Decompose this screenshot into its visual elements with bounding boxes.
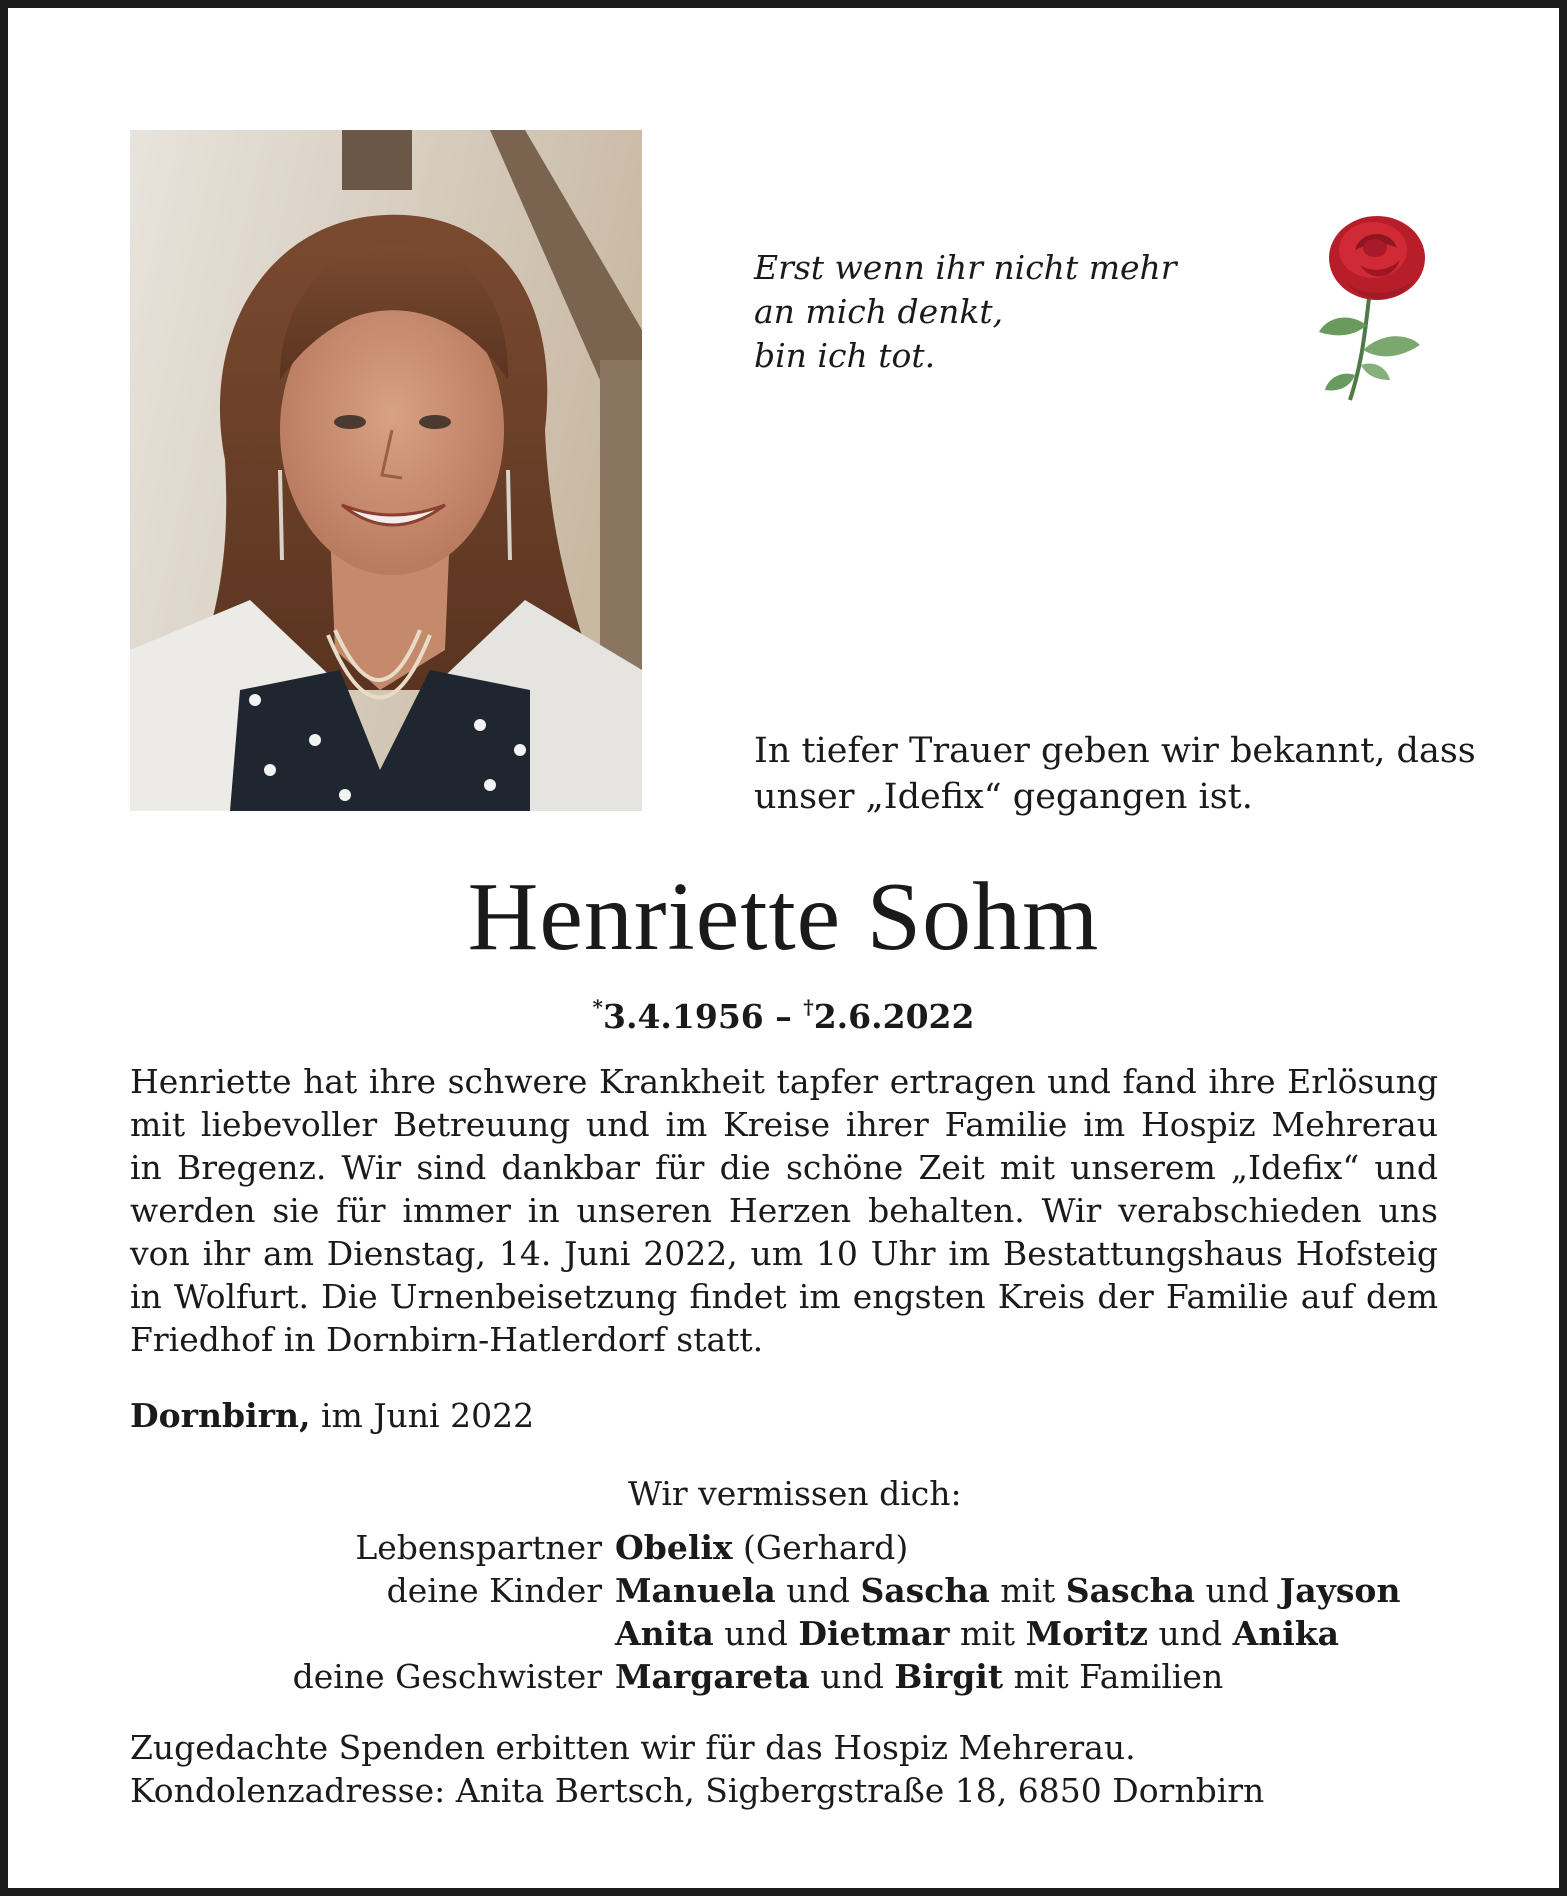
- connector: mit Familien: [1003, 1657, 1224, 1696]
- rose-icon: [1315, 210, 1435, 410]
- body-line: Henriette hat ihre schwere Krankheit tapfer ertragen und fand ihre Erlösung: [130, 1062, 1438, 1101]
- connector: mit: [949, 1614, 1026, 1653]
- place-city: Dornbirn,: [130, 1396, 311, 1435]
- relation-label-empty: [200, 1612, 615, 1655]
- member-name: Moritz: [1025, 1614, 1149, 1653]
- motto-line: an mich denkt,: [754, 292, 1004, 331]
- deceased-name: Henriette Sohm: [467, 863, 1100, 971]
- member-name: Sascha: [860, 1571, 990, 1610]
- birth-symbol: *: [592, 995, 603, 1019]
- family-row-siblings: [200, 1655, 1400, 1698]
- relation-label: deine Geschwister: [292, 1657, 602, 1696]
- motto-line: bin ich tot.: [754, 336, 936, 375]
- missing-heading: Wir vermissen dich:: [628, 1474, 962, 1513]
- obituary-body: [130, 1060, 1438, 1361]
- death-date: 2.6.2022: [813, 997, 975, 1036]
- connector: und: [1148, 1614, 1233, 1653]
- body-line: Friedhof in Dornbirn-Hatlerdorf statt.: [130, 1320, 764, 1359]
- connector: und: [775, 1571, 861, 1610]
- family-list: [200, 1526, 1400, 1698]
- member-name: Birgit: [894, 1657, 1004, 1696]
- place-date: [130, 1394, 534, 1437]
- portrait-photo: [130, 130, 642, 811]
- family-row-children-2: [200, 1612, 1400, 1655]
- intro-line: In tiefer Trauer geben wir bekannt, dass: [754, 731, 1476, 771]
- motto: [754, 246, 1177, 378]
- relation-label: deine Kinder: [386, 1571, 602, 1610]
- date-separator: –: [763, 997, 804, 1036]
- death-symbol: †: [803, 995, 814, 1019]
- body-line: mit liebevoller Betreuung und im Kreise ihrer Familie im Hospiz Mehrerau: [130, 1105, 1438, 1144]
- connector: und: [713, 1614, 799, 1653]
- member-name: Obelix: [615, 1528, 733, 1567]
- member-name: Margareta: [615, 1657, 810, 1696]
- body-line: werden sie für immer in unseren Herzen behalten. Wir verabschieden uns: [130, 1191, 1438, 1230]
- member-name: Dietmar: [798, 1614, 950, 1653]
- relation-label: Lebenspartner: [355, 1528, 602, 1567]
- member-name: Manuela: [615, 1571, 776, 1610]
- family-members: [615, 1526, 908, 1569]
- member-name: Jayson: [1279, 1571, 1401, 1610]
- announcement-intro: [754, 728, 1476, 820]
- body-line: in Wolfurt. Die Urnenbeisetzung findet im engsten Kreis der Familie auf dem: [130, 1277, 1438, 1316]
- connector: mit: [989, 1571, 1066, 1610]
- condolence-address: Kondolenzadresse: Anita Bertsch, Sigbergstraße 18, 6850 Dornbirn: [130, 1771, 1265, 1810]
- intro-line: unser „Idefix“ gegangen ist.: [754, 777, 1253, 817]
- member-name: Anika: [1232, 1614, 1340, 1653]
- connector: und: [809, 1657, 895, 1696]
- motto-line: Erst wenn ihr nicht mehr: [754, 248, 1177, 287]
- body-line: von ihr am Dienstag, 14. Juni 2022, um 10 Uhr im Bestattungshaus Hofsteig: [130, 1234, 1438, 1273]
- family-members: [615, 1612, 1339, 1655]
- family-members: [615, 1655, 1223, 1698]
- family-row-children: [200, 1569, 1400, 1612]
- life-dates: [0, 986, 1567, 1038]
- donation-note: Zugedachte Spenden erbitten wir für das Hospiz Mehrerau.: [130, 1728, 1136, 1767]
- member-name: Anita: [615, 1614, 714, 1653]
- place-date-text: im Juni 2022: [310, 1396, 535, 1435]
- birth-date: 3.4.1956: [603, 997, 764, 1036]
- family-row-partner: [200, 1526, 1400, 1569]
- body-line: in Bregenz. Wir sind dankbar für die schöne Zeit mit unserem „Idefix“ und: [130, 1148, 1438, 1187]
- member-name: Sascha: [1065, 1571, 1196, 1610]
- footer-notes: [130, 1726, 1264, 1812]
- connector: und: [1195, 1571, 1280, 1610]
- family-members: [615, 1569, 1400, 1612]
- member-note: (Gerhard): [732, 1528, 909, 1567]
